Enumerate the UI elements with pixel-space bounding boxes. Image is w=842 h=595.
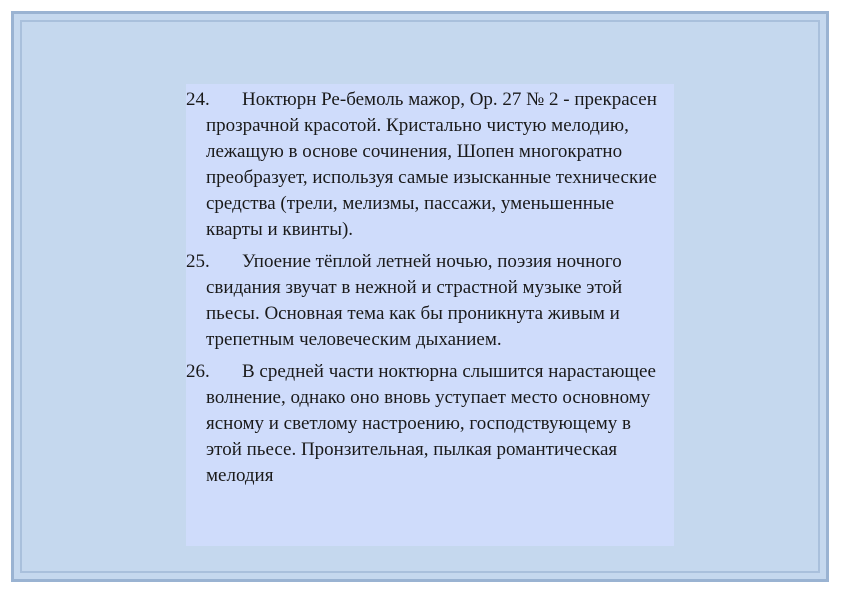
paragraph-number: 25. bbox=[186, 251, 210, 272]
paragraph-number: 24. bbox=[186, 89, 210, 110]
text-box bbox=[186, 84, 674, 546]
paragraph-text: В средней части ноктюрна слышится нарастающее волнение, однако оно вновь уступает место основному ясному и светлому настроению, господствующему в этой пьесе. Пронзительная, пылкая романтическая мелодия bbox=[206, 361, 656, 486]
paragraph-text: Упоение тёплой летней ночью, поэзия ночного свидания звучат в нежной и страстной музыке этой пьесы. Основная тема как бы проникнута живым и трепетным человеческим дыханием. bbox=[206, 251, 623, 350]
paragraph-25 bbox=[186, 249, 668, 353]
paragraph-24 bbox=[186, 87, 668, 243]
paragraph-text: Ноктюрн Ре-бемоль мажор, Ор. 27 № 2 - прекрасен прозрачной красотой. Кристально чистую мелодию, лежащую в основе сочинения, Шопен многократно преобразует, используя самые изысканные технические средства (трели, мелизмы, пассажи, уменьшенные кварты и квинты). bbox=[206, 89, 657, 240]
paragraph-number: 26. bbox=[186, 361, 210, 382]
paragraph-26 bbox=[186, 359, 668, 489]
